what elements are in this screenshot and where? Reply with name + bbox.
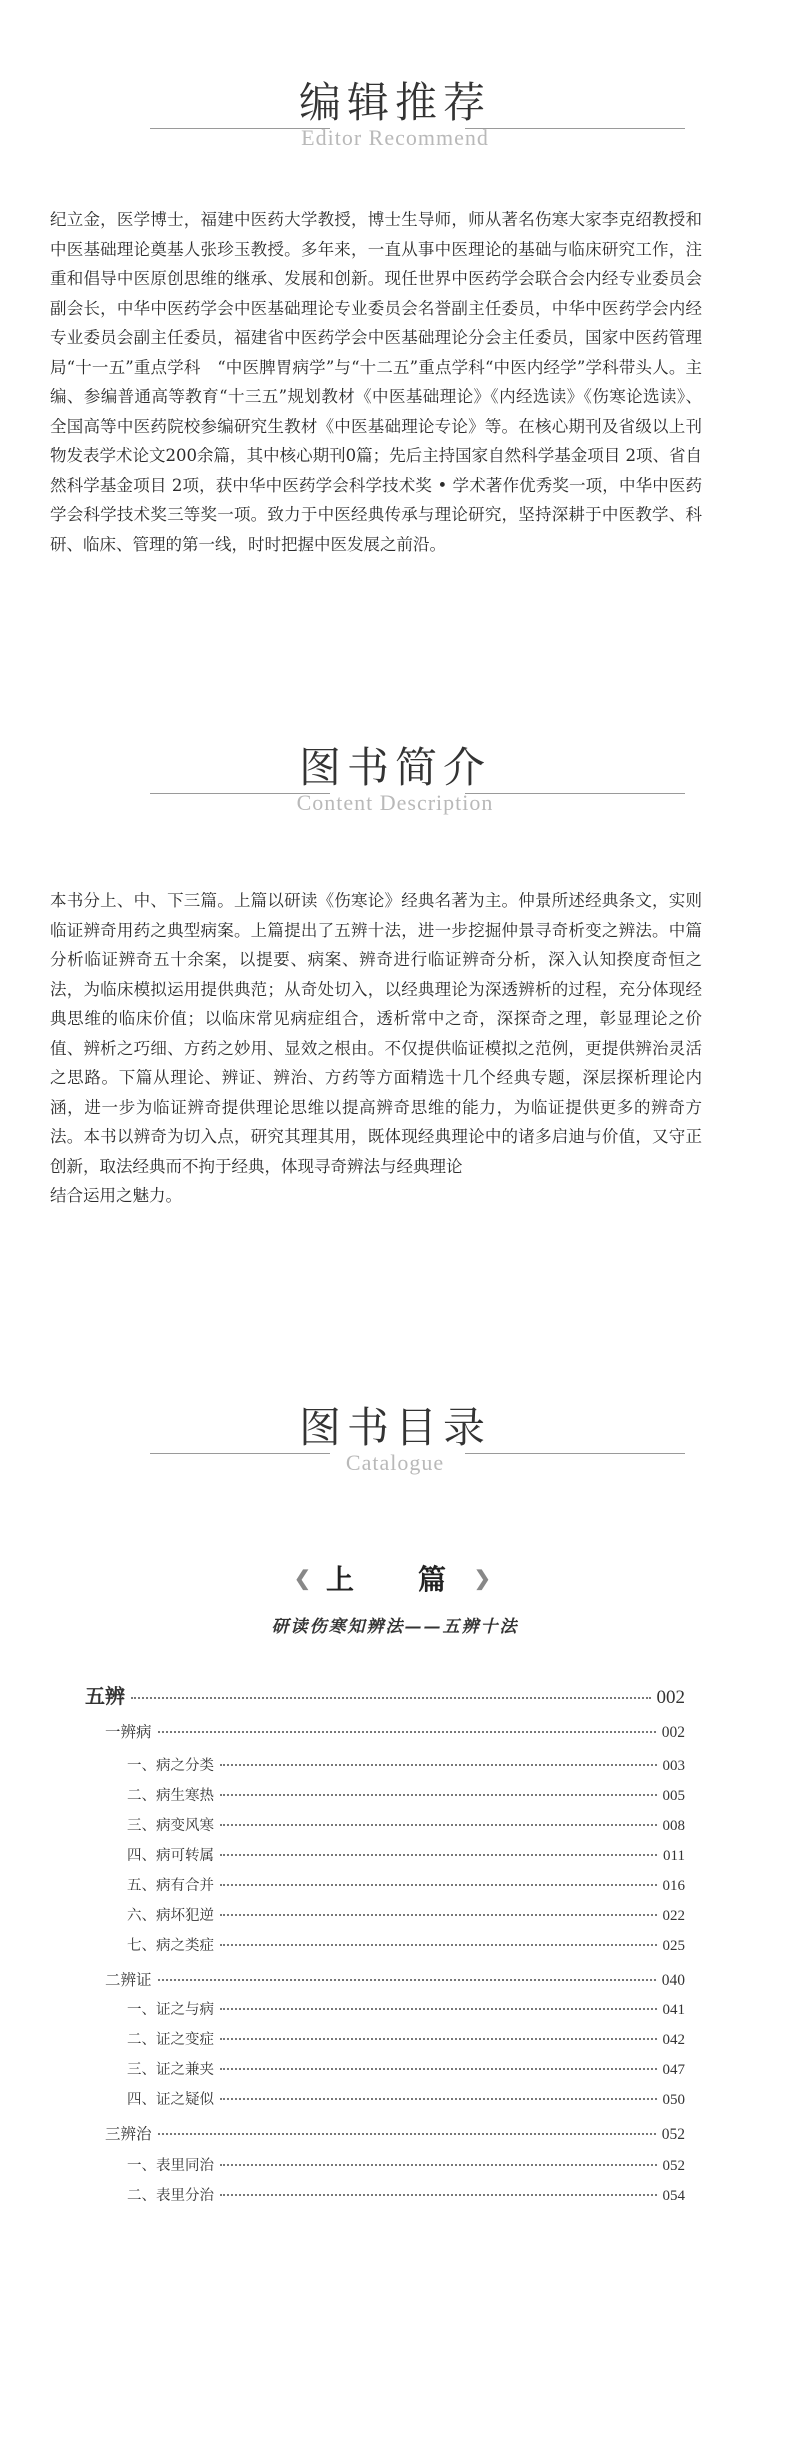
toc-entry xyxy=(85,1680,685,1709)
editor-text xyxy=(50,205,702,559)
toc-leader-dots xyxy=(220,2038,657,2040)
part-title-row xyxy=(0,1558,790,1598)
toc-entry-label: 一、证之与病 xyxy=(127,2002,214,2018)
toc-leader-dots xyxy=(220,2164,657,2166)
toc-leader-dots xyxy=(220,1764,657,1766)
part-header xyxy=(0,1558,790,1637)
toc-entry-page: 041 xyxy=(662,2002,685,2018)
editor-section-header xyxy=(0,70,790,160)
toc-entry xyxy=(85,2154,685,2175)
toc-entry xyxy=(85,1784,685,1805)
toc-entry-page: 052 xyxy=(662,2158,685,2174)
toc-leader-dots xyxy=(220,2194,657,2196)
toc-entry-label: 二、表里分治 xyxy=(127,2188,214,2204)
toc-entry-page: 008 xyxy=(662,1818,685,1834)
part-title: 上 篇 xyxy=(325,1563,464,1596)
catalogue-section-header xyxy=(0,1395,790,1485)
toc-entry xyxy=(85,1968,685,1990)
toc-leader-dots xyxy=(220,2098,657,2100)
toc-entry-label: 四、证之疑似 xyxy=(127,2092,214,2108)
toc-leader-dots xyxy=(220,1914,657,1916)
toc-entry-label: 五、病有合并 xyxy=(127,1878,214,1894)
toc-leader-dots xyxy=(220,1884,657,1886)
toc-entry-label: 三、证之兼夹 xyxy=(127,2062,214,2078)
part-subtitle: 研读伤寒知辨法——五辨十法 xyxy=(271,1617,519,1637)
toc-entry-label: 二辨证 xyxy=(105,1971,152,1989)
toc-entry xyxy=(85,2184,685,2205)
toc-entry xyxy=(85,1934,685,1955)
toc-entry-label: 二、证之变症 xyxy=(127,2032,214,2048)
toc-entry-page: 052 xyxy=(661,2126,685,2143)
ornament-left-icon: ❮ xyxy=(293,1566,329,1590)
toc-entry-page: 050 xyxy=(662,2092,685,2108)
toc-entry-page: 016 xyxy=(662,1878,685,1894)
editor-title: 编辑推荐 xyxy=(298,78,491,127)
toc-entry-page: 022 xyxy=(662,1908,685,1924)
content-section-header xyxy=(0,735,790,825)
ornament-right-icon: ❯ xyxy=(474,1566,509,1590)
toc-entry-label: 二、病生寒热 xyxy=(127,1788,214,1804)
toc-entry xyxy=(85,2088,685,2109)
toc-entry-page: 025 xyxy=(662,1938,685,1954)
toc-entry-label: 五辨 xyxy=(85,1684,125,1708)
toc-leader-dots xyxy=(131,1697,651,1699)
toc-entry xyxy=(85,1754,685,1775)
toc-entry xyxy=(85,1844,685,1865)
toc-entry-page: 003 xyxy=(662,1758,685,1774)
toc-entry-label: 一辨病 xyxy=(105,1723,152,1741)
toc-leader-dots xyxy=(220,1944,657,1946)
toc-entry-page: 040 xyxy=(661,1972,685,1989)
toc-leader-dots xyxy=(220,1854,657,1856)
toc-entry xyxy=(85,2122,685,2144)
toc-entry-label: 三、病变风寒 xyxy=(127,1818,214,1834)
editor-subtitle: Editor Recommend xyxy=(301,125,489,150)
toc-leader-dots xyxy=(158,1979,656,1981)
catalogue-title: 图书目录 xyxy=(298,1403,491,1452)
toc-entry-page: 054 xyxy=(662,2188,685,2204)
toc-entry xyxy=(85,1874,685,1895)
toc-entry xyxy=(85,1814,685,1835)
content-title: 图书简介 xyxy=(298,743,491,792)
toc-leader-dots xyxy=(220,2068,657,2070)
toc-entry-page: 011 xyxy=(663,1848,685,1864)
toc-leader-dots xyxy=(220,2008,657,2010)
toc-entry xyxy=(85,2058,685,2079)
toc-entry-page: 002 xyxy=(661,1724,685,1741)
content-paragraph-last: 结合运用之魅力。 xyxy=(50,1186,182,1205)
toc-leader-dots xyxy=(220,1824,657,1826)
toc-entry-page: 047 xyxy=(662,2062,685,2078)
toc-entry xyxy=(85,1904,685,1925)
toc-entry-label: 六、病坏犯逆 xyxy=(127,1908,214,1924)
toc-entry xyxy=(85,1720,685,1742)
toc-entry-label: 一、病之分类 xyxy=(127,1758,214,1774)
toc-entry-label: 一、表里同治 xyxy=(127,2158,214,2174)
content-subtitle: Content Description xyxy=(296,790,494,815)
content-paragraph: 本书分上、中、下三篇。上篇以研读《伤寒论》经典名著为主。仲景所述经典条文，实则临证辨奇用药之典型病案。上篇提出了五辨十法，进一步挖掘仲景寻奇析变之辨法。中篇分析临证辨奇五十余案，以提要、病案、辨奇进行临证辨奇分析，深入认知揆度奇恒之法，为临床模拟运用提供典范；从奇处切入，以经典理论为深透辨析的过程，充分体现经典思维的临床价值；以临床常见病症组合，透析常中之奇，深探奇之理，彰显理论之价值、辨析之巧细、方药之妙用、显效之根由。不仅提供临证模拟之范例，更提供辨治灵活之思路。下篇从理论、辨证、辨治、方药等方面精选十几个经典专题，深层探析理论内涵，进一步为临证辨奇提供理论思维以提高辨奇思维的能力，为临证提供更多的辨奇方法。本书以辨奇为切入点，研究其理其用，既体现经典理论中的诸多启迪与价值，又守正创新，取法经典而不拘于经典，体现寻奇辨法与经典理论 xyxy=(50,891,702,1176)
toc-entry-label: 三辨治 xyxy=(105,2125,152,2143)
toc-entry xyxy=(85,1998,685,2019)
toc-entry-page: 002 xyxy=(656,1687,685,1708)
catalogue-subtitle: Catalogue xyxy=(345,1450,445,1475)
toc-entry xyxy=(85,2028,685,2049)
editor-paragraph: 纪立金，医学博士，福建中医药大学教授，博士生导师，师从著名伤寒大家李克绍教授和中医基础理论奠基人张珍玉教授。多年来，一直从事中医理论的基础与临床研究工作，注重和倡导中医原创思维的继承、发展和创新。现任世界中医药学会联合会内经专业委员会副会长，中华中医药学会中医基础理论专业委员会名誉副主任委员，中华中医药学会内经专业委员会副主任委员，福建省中医药学会中医基础理论分会主任委员，国家中医药管理局“十一五”重点学科 “中医脾胃病学”与“十二五”重点学科“中医内经学”学科带头人。主编、参编普通高等教育“十三五”规划教材《中医基础理论》《内经选读》《伤寒论选读》、全国高等中医药院校参编研究生教材《中医基础理论专论》等。在核心期刊及省级以上刊物发表学术论文200余篇，其中核心期刊0篇；先后主持国家自然科学基金项目 2项、省自然科学基金项目 2项，获中华中医药学会科学技术奖 • 学术著作优秀奖一项，中华中医药学会科学技术奖三等奖一项。致力于中医经典传承与理论研究，坚持深耕于中医教学、科研、临床、管理的第一线，时时把握中医发展之前沿。 xyxy=(50,210,702,554)
toc-leader-dots xyxy=(220,1794,657,1796)
toc-entry-page: 005 xyxy=(662,1788,685,1804)
toc-entry-page: 042 xyxy=(662,2032,685,2048)
content-text xyxy=(50,886,702,1211)
toc-entry-label: 四、病可转属 xyxy=(127,1848,214,1864)
toc-leader-dots xyxy=(158,2133,656,2135)
toc-leader-dots xyxy=(158,1731,656,1733)
toc-entry-label: 七、病之类症 xyxy=(127,1938,214,1954)
